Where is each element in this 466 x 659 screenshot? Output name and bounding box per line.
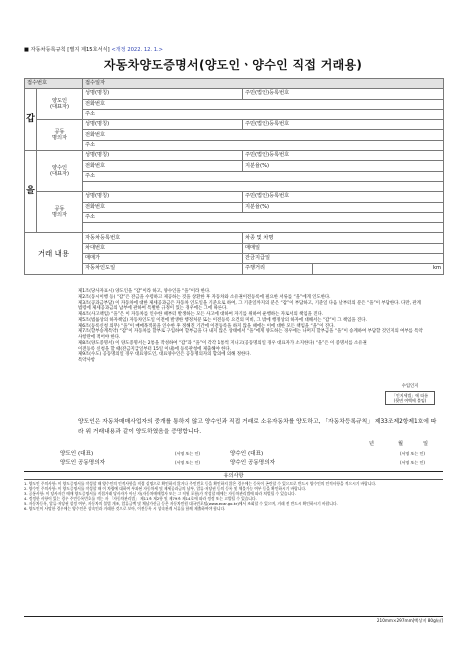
document-title: 자동차양도증명서(양도인ㆍ양수인 직접 거래용) — [103, 58, 363, 72]
form-header — [24, 46, 163, 53]
yangsu-joint-signature-label: 양수인 공동명의자 — [230, 460, 276, 466]
deal-price-row — [25, 254, 444, 264]
gap-joint-phone-field[interactable]: 전화번호 — [83, 130, 444, 140]
term-7: 제7조(할부승계특약) “갑”이 자동차를 할부로 구입하여 할부금을 다 내지 않은 상태에서 “을”에게 양도하는 경우에는 나머지 할부금을 “을”이 승계하여 부담할 것인지의 여부를 특약사항란에 적어야 한다. — [78, 329, 423, 340]
yangsu-joint-sign-hint[interactable]: (서명 또는 인) — [400, 460, 425, 465]
stamp-instructions: 「인지세법」에 따름 (뒷면 여백에 붙임) — [385, 391, 435, 405]
deal-label: 거래 내용 — [25, 233, 83, 274]
eul-joint-address-row — [25, 212, 444, 222]
yangsu-rep-label: 양수인 (대표자) — [37, 151, 83, 192]
gap-joint-phone-row — [25, 130, 444, 140]
eul-joint-share-field[interactable]: 지분율(%) — [243, 202, 444, 212]
eul-blank-row — [25, 181, 444, 191]
caution-item: 1. 양도인 주의사항: 이 양도증명서를 작성할 때 양수인의 인적사항을 직접 실명으로 확인하지 않거나 주민번호 등을 확인하지 않은 경우에는 등록이 곤란할 수 있으므로 반드시 양수인의 인적사항을 적으시기 바랍니다. — [24, 482, 377, 486]
term-2: 제2조(동시이행 등) “갑”은 잔금을 수령하고 제공하는 것을 상환한 후 자동차와 소유권이전등록에 필요한 서류를 “을”에게 인도한다. — [78, 294, 331, 300]
term-1: 제1조(당사자표시) 양도인을 “갑”이라 하고, 양수인을 “을”이라 한다. — [78, 289, 211, 294]
eul-reg-no-field[interactable]: 주민(법인)등록번호 — [243, 151, 444, 161]
caution-item: 4. 정정한 사항이 있는 경우 주민등록번호를 적는 자 「자동차관리법」 제11조 제2항 및 제79조 제14호에 따라 정정 또는 고발될 수 있습니다. — [24, 497, 257, 502]
term-5: 제5조(법률상의 하자책임) 자동차인도일 이전에 발생한 행정처분 또는 이전등록 요건의 미비, 그 밖에 행정상의 하자에 대해서는 “갑”이 그 책임을 진다. — [78, 317, 367, 323]
receipt-row — [25, 79, 444, 89]
form-reference: 자동차등록규칙 [별지 제15호서식] — [30, 47, 110, 53]
gap-reg-no-field[interactable]: 주민(법인)등록번호 — [243, 89, 444, 99]
eul-joint-name-field[interactable]: 성명(명칭) — [83, 192, 243, 202]
eul-joint-address-field[interactable]: 주소 — [83, 212, 444, 222]
caution-item: 3. 공통사항: 이 당사자간 매매 양도증명서를 직접거래 당사자가 아닌 자(자동차매매업자 또는 그 직원 포함)가 작성할 때에는 자동차관리법에 따라 처벌될 수 있습니다. — [24, 492, 296, 497]
revenue-stamp-box — [385, 383, 435, 405]
eul-joint-reg-no-field[interactable]: 주민(법인)등록번호 — [243, 192, 444, 202]
party-gap-label: 갑 — [25, 89, 37, 151]
caution-item: 2. 양수인 주의사항: 이 양도증명서를 작성할 때 이 차량에 대하여 부과된 자동차세 및 제세공과금의 납부, 압류·저당권 등의 등록 및 체불가능 여부 등을 확인하시기 바랍니다. — [24, 487, 307, 492]
yangsu-rep-signature-label: 양수인 (대표) — [230, 451, 264, 457]
sale-price-field[interactable]: 매매가 — [83, 254, 243, 264]
square-bullet-icon: ■ — [24, 47, 29, 53]
handover-date-field[interactable]: 자동차인도일 — [83, 264, 243, 274]
mileage-unit[interactable]: km — [313, 264, 444, 274]
paper-spec: 210mm×297mm[백상지 80g/㎡] — [24, 616, 443, 624]
eul-share-field[interactable]: 지분율(%) — [243, 161, 444, 171]
gap-joint-label: 공동 명의자 — [37, 120, 83, 151]
caution-list — [24, 482, 443, 513]
gap-phone-row — [25, 99, 444, 109]
gap-phone-field[interactable]: 전화번호 — [83, 99, 444, 109]
term-8: 제8조(양도증명서) 이 양도증명서는 2통을 작성하여 “갑”과 “을”이 각각 1통씩 지니고(공동명의일 경우 대표자가 소지한다) “을”은 이 증명서를 소유권이전등록 신청을 할 때(잔금지급일부터 15일 이내)에 등록관청에 제출해야 한다. — [78, 340, 367, 352]
deal-handover-row — [25, 264, 444, 274]
special-terms-label[interactable]: 특약사항 — [78, 358, 95, 363]
yangdo-joint-sign-hint[interactable]: (서명 또는 인) — [175, 460, 200, 465]
yangdo-rep-signature-label: 양도인 (대표) — [60, 451, 94, 457]
term-3: 제3조(공과금부담) 이 자동차에 대한 제세공과금은 자동차 인도일을 기준으로 하여, 그 기준일까지의 분은 “갑”이 부담하고, 기준일 다음 날부터의 분은 “을”이 부담한다. 다만, 관계 법령에 제세공과금의 납부에 관하여 특별한 규정이 있는 경우에는 그에 따른다. — [78, 300, 421, 312]
revision-date: <개정 2022. 12. 1.> — [111, 47, 164, 53]
gap-yangdo-name-row — [25, 89, 444, 99]
eul-joint-label: 공동 명의자 — [37, 192, 83, 233]
balance-date-field[interactable]: 잔금지급일 — [243, 254, 444, 264]
eul-joint-blank-cell[interactable] — [83, 223, 444, 233]
terms-section — [78, 289, 424, 364]
yangdo-rep-label: 양도인 (대표자) — [37, 89, 83, 120]
caution-item: 6. 양도인이 사망한 경우에는 양수인은 상속인과 거래한 것으로 보아, 이전등록 시 상속관계 서류를 함께 제출하여야 합니다. — [24, 507, 226, 512]
gap-joint-name-field[interactable]: 성명(명칭) — [83, 120, 243, 130]
eul-joint-phone-field[interactable]: 전화번호 — [83, 202, 243, 212]
date-month[interactable]: 월 — [398, 441, 404, 447]
party-eul-label: 을 — [25, 151, 37, 233]
mileage-label: 주행거리 — [243, 264, 313, 274]
caution-item: 5. 자동차등록, 압류·저당권 설정 여부, 자동차의 불법 개조, 압류금액 및 체납가산금 등은 자동차민원 대국민포털(www.ecar.go.kr)에서 조회할 수 있으며, 거래 전 반드시 확인하시기 바랍니다. — [24, 502, 338, 507]
stamp-label: 수입인지 — [401, 384, 419, 389]
vin-field[interactable]: 차대번호 — [83, 243, 243, 253]
eul-joint-phone-row — [25, 202, 444, 212]
receipt-date-label: 접수일자 — [83, 79, 444, 89]
agreement-text: 양도인은 자동차매매사업자의 중개를 통하지 않고 양수인과 직접 거래로 소유자동차를 양도하고, 「자동차등록규칙」 제33조제2항제1호에 따라 위 거래내용과 같이 양도하였음을 증명합니다. — [78, 419, 437, 435]
gap-name-field[interactable]: 성명(명칭) — [83, 89, 243, 99]
date-day[interactable]: 일 — [423, 441, 429, 447]
yangsu-rep-sign-hint[interactable]: (서명 또는 인) — [400, 451, 425, 456]
gap-joint-address-field[interactable]: 주소 — [83, 140, 444, 150]
eul-address-row — [25, 171, 444, 181]
eul-phone-field[interactable]: 전화번호 — [83, 161, 243, 171]
car-reg-no-field[interactable]: 자동차등록번호 — [83, 233, 243, 243]
eul-joint-blank-row — [25, 223, 444, 233]
deal-vin-row — [25, 243, 444, 253]
term-9: 제9조(수도) 공동명의일 경우 대표양도인, 대표양수인은 공동명의자의 합의에 의해 정한다. — [78, 352, 251, 358]
eul-blank-cell[interactable] — [83, 181, 444, 191]
eul-address-field[interactable]: 주소 — [83, 171, 444, 181]
date-year[interactable]: 년 — [369, 441, 375, 447]
deal-reg-row — [25, 233, 444, 243]
gap-address-field[interactable]: 주소 — [83, 109, 444, 119]
term-6: 제6조(등록신청 의무) “을”이 매매목적물을 인수한 후 정해진 기간에 이전등록을 하지 않을 때에는 이에 대한 모든 책임을 “을”이 진다. — [78, 323, 335, 329]
gap-address-row — [25, 109, 444, 119]
transfer-table — [24, 78, 444, 275]
term-4: 제4조(사고책임) “을”은 이 자동차를 인수한 때부터 발생하는 모든 사고에 대하여 자기를 위하여 운행하는 자로서의 책임을 진다. — [78, 312, 324, 317]
contract-no-label: 접수번호 — [25, 79, 83, 89]
eul-joint-name-row — [25, 192, 444, 202]
gap-joint-address-row — [25, 140, 444, 150]
eul-phone-row — [25, 161, 444, 171]
caution-heading: 유의사항 — [24, 471, 443, 480]
sale-date-field[interactable]: 매매일 — [243, 243, 444, 253]
yangdo-joint-signature-label: 양도인 공동명의자 — [60, 460, 106, 466]
car-name-field[interactable]: 차종 및 차명 — [243, 233, 444, 243]
gap-joint-name-row — [25, 120, 444, 130]
yangdo-rep-sign-hint[interactable]: (서명 또는 인) — [175, 451, 200, 456]
eul-yangsu-name-row — [25, 151, 444, 161]
eul-name-field[interactable]: 성명(명칭) — [83, 151, 243, 161]
gap-joint-reg-no-field[interactable]: 주민(법인)등록번호 — [243, 120, 444, 130]
